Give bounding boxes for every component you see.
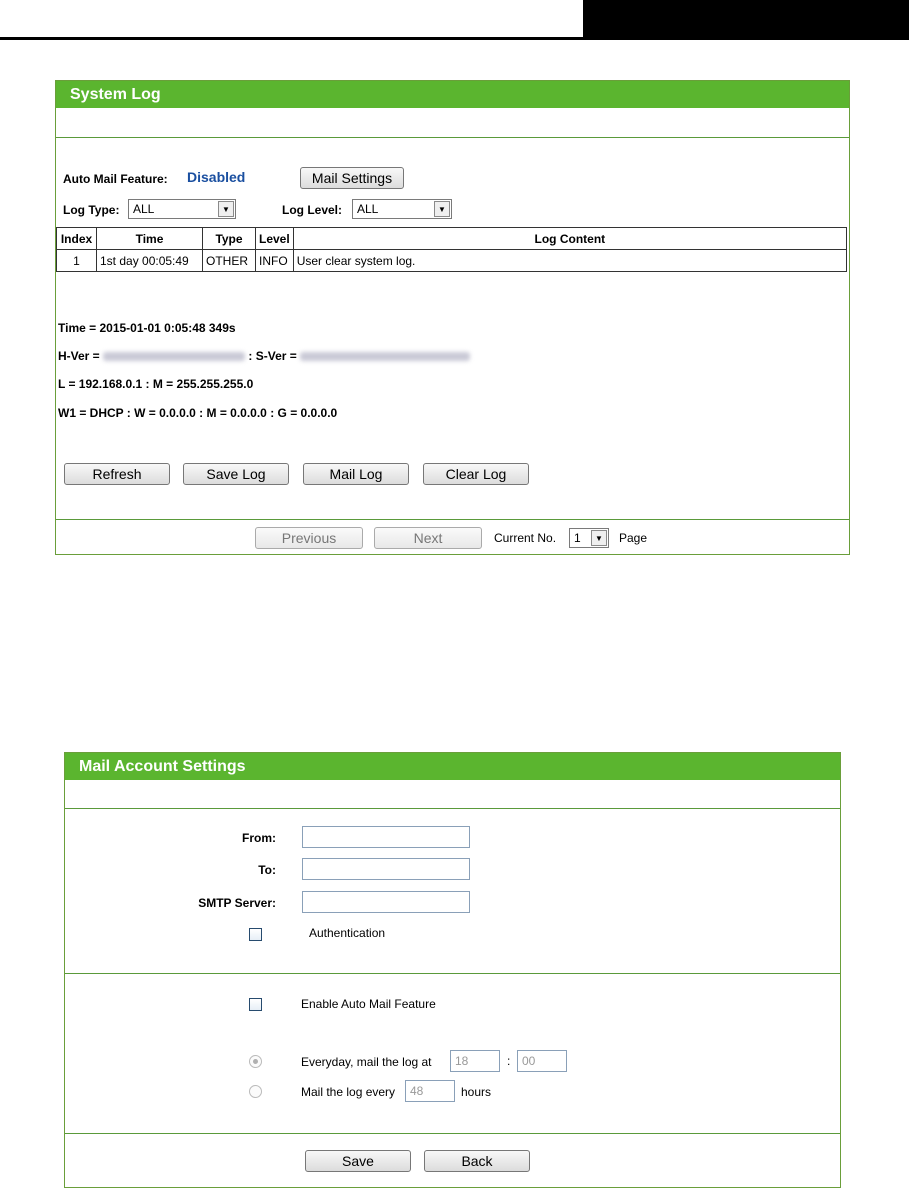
auto-mail-label: Auto Mail Feature: — [63, 172, 168, 186]
hver-label: H-Ver = — [58, 349, 100, 363]
cell-type: OTHER — [203, 250, 256, 272]
table-header-row — [57, 228, 847, 250]
header-rule — [0, 37, 909, 40]
system-log-panel — [55, 80, 850, 555]
chevron-down-icon: ▼ — [434, 201, 450, 217]
chevron-down-icon: ▼ — [591, 530, 607, 546]
time-separator: : — [507, 1054, 511, 1068]
minute-input[interactable]: 00 — [517, 1050, 567, 1072]
system-log-title: System Log — [56, 81, 849, 108]
authentication-checkbox[interactable] — [249, 928, 262, 941]
everyday-label: Everyday, mail the log at — [301, 1055, 432, 1069]
page-label: Page — [619, 531, 648, 545]
to-label: To: — [258, 863, 276, 877]
column-header-level: Level — [256, 228, 294, 250]
mail-log-button[interactable]: Mail Log — [303, 463, 409, 485]
divider — [56, 519, 849, 520]
column-header-index: Index — [57, 228, 97, 250]
auto-mail-status: Disabled — [187, 169, 246, 185]
cell-index: 1 — [57, 250, 97, 272]
divider — [65, 808, 840, 809]
hours-label: hours — [461, 1085, 492, 1099]
sver-label: : S-Ver = — [248, 349, 297, 363]
everyday-radio[interactable] — [249, 1055, 262, 1068]
log-type-value: ALL — [133, 202, 155, 216]
back-button[interactable]: Back — [424, 1150, 530, 1172]
save-log-button[interactable]: Save Log — [183, 463, 289, 485]
log-level-select[interactable] — [352, 199, 452, 219]
previous-button[interactable]: Previous — [255, 527, 363, 549]
every-hours-input[interactable]: 48 — [405, 1080, 455, 1102]
mail-every-radio[interactable] — [249, 1085, 262, 1098]
hver-redacted — [103, 352, 245, 361]
version-line — [58, 349, 470, 363]
enable-auto-mail-checkbox[interactable] — [249, 998, 262, 1011]
current-no-label: Current No. — [494, 531, 557, 545]
from-label: From: — [242, 831, 276, 845]
page-select[interactable] — [569, 528, 609, 548]
column-header-log-content: Log Content — [293, 228, 846, 250]
divider — [56, 137, 849, 138]
to-input[interactable] — [302, 858, 470, 880]
log-type-select[interactable] — [128, 199, 236, 219]
enable-auto-mail-label: Enable Auto Mail Feature — [301, 997, 436, 1011]
log-level-label: Log Level: — [282, 203, 343, 217]
smtp-server-input[interactable] — [302, 891, 470, 913]
authentication-label: Authentication — [309, 926, 386, 940]
divider — [65, 1133, 840, 1134]
header-black-block — [583, 0, 909, 40]
cell-level: INFO — [256, 250, 294, 272]
log-level-value: ALL — [357, 202, 379, 216]
mail-account-settings-panel — [64, 752, 841, 1188]
chevron-down-icon: ▼ — [218, 201, 234, 217]
mail-account-settings-title: Mail Account Settings — [65, 753, 840, 780]
column-header-type: Type — [203, 228, 256, 250]
wan-line: W1 = DHCP : W = 0.0.0.0 : M = 0.0.0.0 : G = 0.0.0.0 — [58, 406, 338, 420]
lan-line: L = 192.168.0.1 : M = 255.255.255.0 — [58, 377, 254, 391]
time-line: Time = 2015-01-01 0:05:48 349s — [58, 321, 236, 335]
divider — [65, 973, 840, 974]
sver-redacted — [300, 352, 470, 361]
mail-every-label: Mail the log every — [301, 1085, 396, 1099]
cell-time: 1st day 00:05:49 — [97, 250, 203, 272]
smtp-server-label: SMTP Server: — [198, 896, 276, 910]
log-type-label: Log Type: — [63, 203, 120, 217]
mail-settings-button[interactable]: Mail Settings — [300, 167, 404, 189]
cell-log-content: User clear system log. — [293, 250, 846, 272]
column-header-time: Time — [97, 228, 203, 250]
next-button[interactable]: Next — [374, 527, 482, 549]
table-row — [57, 250, 847, 272]
log-table — [56, 227, 847, 272]
from-input[interactable] — [302, 826, 470, 848]
save-button[interactable]: Save — [305, 1150, 411, 1172]
page-select-value: 1 — [574, 531, 581, 545]
refresh-button[interactable]: Refresh — [64, 463, 170, 485]
hour-input[interactable]: 18 — [450, 1050, 500, 1072]
clear-log-button[interactable]: Clear Log — [423, 463, 529, 485]
